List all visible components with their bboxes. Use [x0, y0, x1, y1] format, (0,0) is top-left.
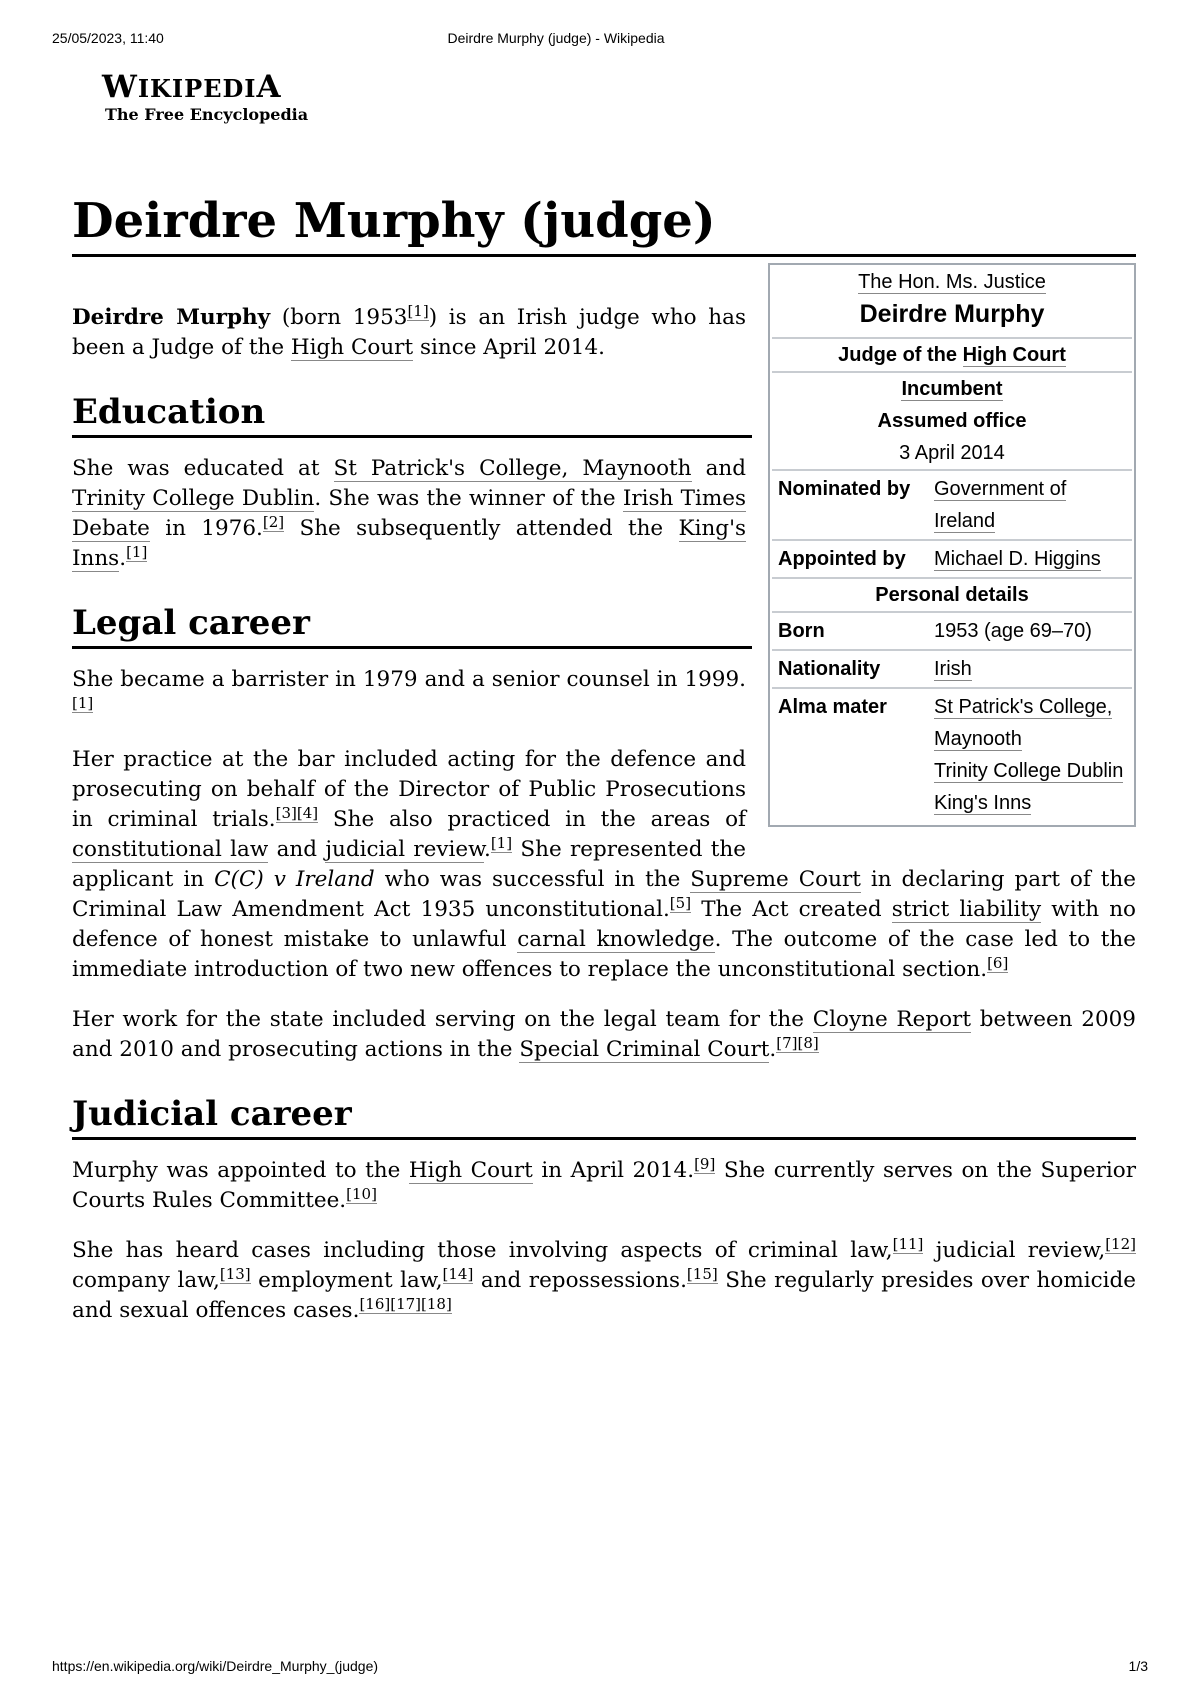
citation-link[interactable]: [1]: [490, 833, 513, 852]
citation-link[interactable]: [12]: [1105, 1234, 1136, 1253]
alma-mater-link-maynooth[interactable]: St Patrick's College, Maynooth: [934, 696, 1113, 750]
link-high-court[interactable]: High Court: [290, 335, 414, 360]
infobox-nominated-link[interactable]: Government of Ireland: [934, 478, 1067, 532]
citation-link[interactable]: [7]: [776, 1033, 798, 1052]
infobox-personal-header: Personal details: [772, 577, 1132, 611]
heading-education: Education: [72, 389, 752, 438]
citation-link[interactable]: [18]: [421, 1294, 452, 1313]
link-trinity-college[interactable]: Trinity College Dublin: [72, 486, 315, 511]
infobox-row-nationality: Nationality Irish: [772, 649, 1132, 687]
legal-paragraph-1: She became a barrister in 1979 and a senior counsel in 1999.[1]: [72, 667, 746, 712]
citation-link[interactable]: [5]: [669, 893, 692, 912]
logo-wordmark: WIKIPEDIA: [102, 69, 282, 105]
link-supreme-court[interactable]: Supreme Court: [690, 867, 861, 892]
print-page-title: Deirdre Murphy (judge) - Wikipedia: [447, 30, 665, 46]
lead-paragraph: Deirdre Murphy (born 1953[1]) is an Irish judge who has been a Judge of the High Court since April 2014.: [72, 301, 746, 360]
citation-link[interactable]: [1]: [126, 542, 148, 561]
print-url: https://en.wikipedia.org/wiki/Deirdre_Murphy_(judge): [52, 1658, 379, 1674]
infobox-office-link[interactable]: High Court: [962, 344, 1066, 366]
alma-mater-link-kings-inns[interactable]: King's Inns: [934, 792, 1032, 814]
infobox-nationality-link[interactable]: Irish: [934, 658, 972, 680]
infobox-row-nominated: Nominated by Government of Ireland: [772, 469, 1132, 539]
link-kings-inns[interactable]: King's Inns: [72, 516, 747, 571]
infobox-assumed-date: 3 April 2014: [899, 442, 1005, 464]
link-cloyne-report[interactable]: Cloyne Report: [812, 1007, 971, 1032]
print-page-number: 1/3: [1128, 1658, 1148, 1674]
judicial-paragraph-1: Murphy was appointed to the High Court in April 2014.[9] She currently serves on the Superior Courts Rules Committee.[10]: [72, 1154, 1136, 1213]
logo-tagline: The Free Encyclopedia: [105, 105, 309, 124]
link-constitutional-law[interactable]: constitutional law: [72, 837, 269, 862]
link-strict-liability[interactable]: strict liability: [891, 897, 1042, 922]
citation-link[interactable]: [4]: [296, 803, 319, 822]
link-st-patricks[interactable]: St Patrick's College, Maynooth: [333, 456, 692, 481]
citation-link[interactable]: [13]: [219, 1264, 251, 1283]
infobox-name: Deirdre Murphy: [859, 300, 1045, 328]
infobox-office: Judge of the High Court: [772, 337, 1132, 371]
infobox-appointed-link[interactable]: Michael D. Higgins: [934, 548, 1101, 570]
legal-paragraph-2: Her practice at the bar included acting for the defence and prosecuting on behalf of the Director of Public Prosecutions in criminal trials.[3][4] She also practiced in the areas of constitutional law and judicial review.[1] She represented the applicant in C(C) v Ireland who was successful in the Supreme Court in declaring part of the Criminal Law Amendment Act 1935 unconstitutional.[5] The Act created strict liability with no defence of honest mistake to unlawful carnal knowledge. The outcome of the case led to the immediate introduction of two new offences to replace the unconstitutional section.[6]: [72, 747, 1136, 982]
citation-link[interactable]: [8]: [797, 1033, 819, 1052]
page-title: Deirdre Murphy (judge): [72, 190, 1136, 257]
citation-link[interactable]: [16]: [359, 1294, 391, 1313]
heading-legal-career: Legal career: [72, 600, 752, 649]
citation-link[interactable]: [6]: [987, 953, 1009, 972]
education-paragraph: She was educated at St Patrick's College, Maynooth and Trinity College Dublin. She was the winner of the Irish Times Debate in 1976.[2] She subsequently attended the King's Inns.[1]: [72, 456, 747, 571]
link-high-court[interactable]: High Court: [408, 1158, 533, 1183]
article-content: [72, 190, 1136, 1346]
citation-link[interactable]: [9]: [694, 1154, 716, 1173]
alma-mater-link-trinity[interactable]: Trinity College Dublin: [934, 760, 1124, 782]
citation-link[interactable]: [2]: [262, 512, 285, 531]
judicial-paragraph-2: She has heard cases including those involving aspects of criminal law,[11] judicial review,[12] company law,[13] employment law,[14] and repossessions.[15] She regularly presides over homicide and sexual offences cases.[16][17][18]: [72, 1234, 1136, 1323]
citation-link[interactable]: [15]: [686, 1264, 718, 1283]
citation-link[interactable]: [14]: [442, 1264, 474, 1283]
citation-link[interactable]: [1]: [407, 301, 429, 320]
wikipedia-logo[interactable]: [102, 70, 308, 124]
link-carnal-knowledge[interactable]: carnal knowledge: [517, 927, 715, 952]
link-special-criminal-court[interactable]: Special Criminal Court: [519, 1037, 770, 1062]
citation-link[interactable]: [17]: [390, 1294, 422, 1313]
infobox-incumbency: [772, 371, 1132, 469]
citation-link[interactable]: [10]: [346, 1184, 377, 1203]
link-judicial-review[interactable]: judicial review: [325, 837, 484, 862]
infobox: [768, 263, 1136, 827]
infobox-honorific-link[interactable]: The Hon. Ms. Justice: [858, 271, 1046, 293]
link-irish-times[interactable]: Irish Times: [622, 486, 746, 511]
heading-judicial-career: Judicial career: [72, 1091, 1136, 1140]
infobox-row-appointed: Appointed by Michael D. Higgins: [772, 539, 1132, 577]
citation-link[interactable]: [1]: [72, 693, 94, 712]
infobox-header: [772, 267, 1132, 331]
legal-paragraph-3: Her work for the state included serving on the legal team for the Cloyne Report between 2009 and 2010 and prosecuting actions in the Special Criminal Court.[7][8]: [72, 1007, 1136, 1062]
citation-link[interactable]: [11]: [892, 1234, 924, 1253]
infobox-row-born: Born 1953 (age 69–70): [772, 611, 1132, 649]
infobox-row-alma-mater: Alma mater St Patrick's College, Maynooth Trinity College Dublin King's Inns: [772, 687, 1132, 821]
infobox-incumbent-link[interactable]: Incumbent: [901, 378, 1003, 400]
infobox-assumed-label: Assumed office: [877, 410, 1027, 432]
print-datetime: 25/05/2023, 11:40: [52, 30, 164, 46]
link-debate[interactable]: Debate: [72, 516, 150, 541]
citation-link[interactable]: [3]: [275, 803, 297, 822]
